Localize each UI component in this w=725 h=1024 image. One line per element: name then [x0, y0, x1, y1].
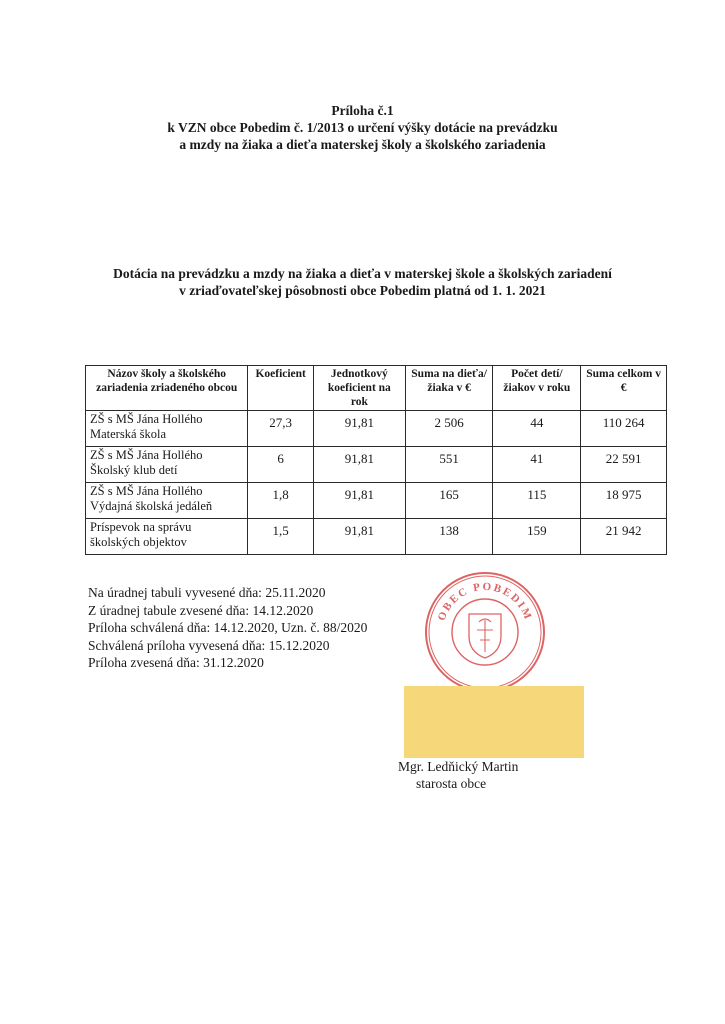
col-header-count: Počet detí/žiakov v roku — [493, 366, 581, 411]
table-row — [86, 483, 667, 519]
note-line: Príloha zvesená dňa: 31.12.2020 — [88, 655, 264, 670]
signature-block — [398, 758, 518, 792]
cell-total: 18 975 — [581, 483, 667, 519]
col-header-amount-per-child: Suma na dieťa/žiaka v € — [405, 366, 493, 411]
cell-unit-coefficient: 91,81 — [313, 411, 405, 447]
table-row — [86, 519, 667, 555]
cell-name-line-1: Príspevok na správu — [90, 520, 192, 534]
cell-name-line-1: ZŠ s MŠ Jána Hollého — [90, 484, 203, 498]
cell-coefficient: 1,5 — [248, 519, 314, 555]
posting-notes — [88, 584, 367, 672]
cell-count: 41 — [493, 447, 581, 483]
cell-coefficient: 6 — [248, 447, 314, 483]
cell-name-line-2: Materská škola — [90, 427, 167, 441]
cell-coefficient: 1,8 — [248, 483, 314, 519]
header-line-2: k VZN obce Pobedim č. 1/2013 o určení výšky dotácie na prevádzku — [167, 120, 558, 135]
cell-name — [86, 519, 248, 555]
cell-name-line-1: ZŠ s MŠ Jána Hollého — [90, 412, 203, 426]
cell-total: 22 591 — [581, 447, 667, 483]
cell-name-line-1: ZŠ s MŠ Jána Hollého — [90, 448, 203, 462]
signatory-name: Mgr. Ledňický Martin — [398, 759, 519, 774]
cell-name-line-2: Školský klub detí — [90, 463, 178, 477]
cell-amount-per-child: 2 506 — [405, 411, 493, 447]
note-line: Na úradnej tabuli vyvesené dňa: 25.11.2020 — [88, 585, 326, 600]
stamp-text: OBEC POBEDIM — [435, 580, 535, 623]
cell-total: 110 264 — [581, 411, 667, 447]
cell-count: 44 — [493, 411, 581, 447]
redaction-block — [404, 686, 584, 758]
signatory-role: starosta obce — [416, 776, 487, 791]
cell-name — [86, 483, 248, 519]
cell-count: 115 — [493, 483, 581, 519]
table-row — [86, 447, 667, 483]
document-header — [0, 102, 725, 153]
subheader-line-1: Dotácia na prevádzku a mzdy na žiaka a dieťa v materskej škole a školských zariadení — [113, 266, 612, 281]
note-line: Príloha schválená dňa: 14.12.2020, Uzn. č. 88/2020 — [88, 620, 368, 635]
cell-unit-coefficient: 91,81 — [313, 447, 405, 483]
cell-unit-coefficient: 91,81 — [313, 483, 405, 519]
col-header-total: Suma celkom v € — [581, 366, 667, 411]
table-row — [86, 411, 667, 447]
cell-coefficient: 27,3 — [248, 411, 314, 447]
subsidy-table — [85, 365, 667, 555]
cell-unit-coefficient: 91,81 — [313, 519, 405, 555]
subheader-line-2: v zriaďovateľskej pôsobnosti obce Pobedim platná od 1. 1. 2021 — [179, 283, 546, 298]
cell-count: 159 — [493, 519, 581, 555]
table-header-row — [86, 366, 667, 411]
cell-amount-per-child: 551 — [405, 447, 493, 483]
col-header-name: Názov školy a školského zariadenia zriadeného obcou — [86, 366, 248, 411]
note-line: Schválená príloha vyvesená dňa: 15.12.2020 — [88, 637, 330, 653]
cell-total: 21 942 — [581, 519, 667, 555]
document-title: Príloha č.1 — [331, 103, 394, 118]
cell-amount-per-child: 165 — [405, 483, 493, 519]
col-header-unit-coefficient: Jednotkový koeficient na rok — [313, 366, 405, 411]
header-line-3: a mzdy na žiaka a dieťa materskej školy a školského zariadenia — [179, 137, 546, 152]
note-line: Z úradnej tabule zvesené dňa: 14.12.2020 — [88, 602, 314, 618]
col-header-coefficient: Koeficient — [248, 366, 314, 411]
cell-name-line-2: Výdajná školská jedáleň — [90, 499, 213, 513]
document-subheader — [0, 265, 725, 299]
cell-name — [86, 411, 248, 447]
cell-amount-per-child: 138 — [405, 519, 493, 555]
municipal-seal-stamp — [423, 570, 547, 694]
cell-name-line-2: školských objektov — [90, 535, 187, 549]
cell-name — [86, 447, 248, 483]
